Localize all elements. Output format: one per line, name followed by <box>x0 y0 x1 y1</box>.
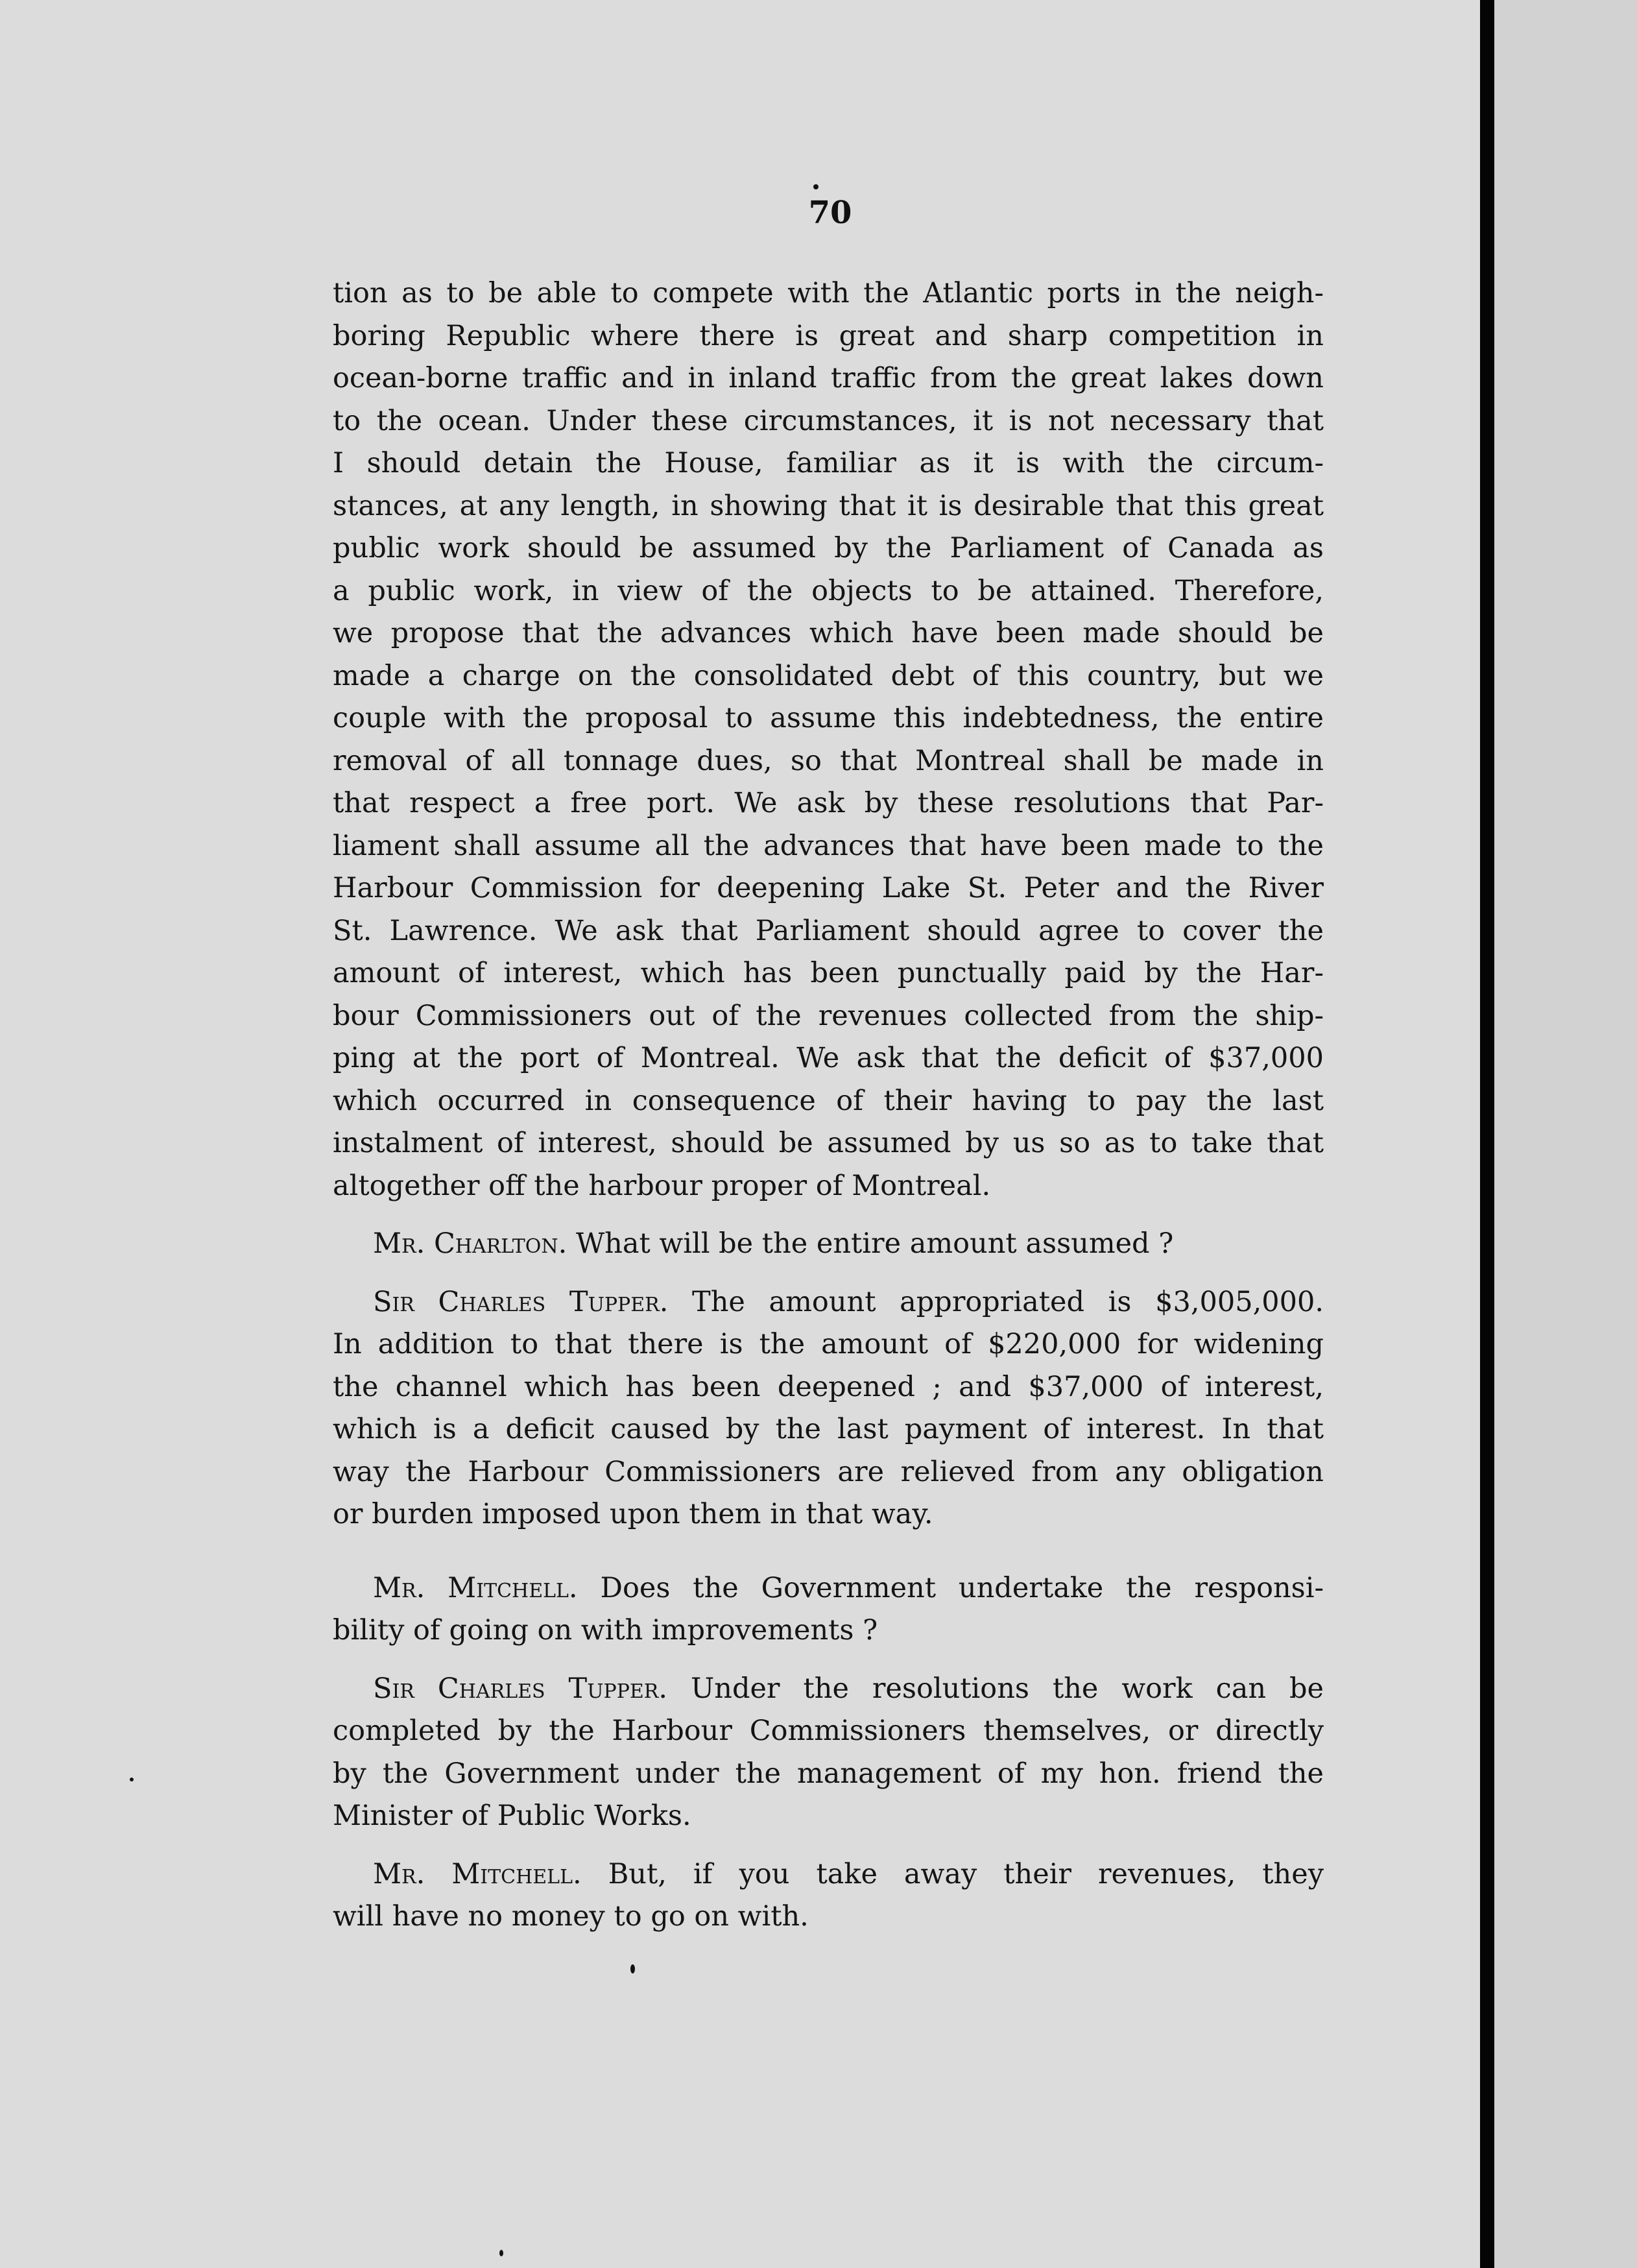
text-line: In addition to that there is the amount of $220,000 for widening <box>333 1328 1324 1360</box>
text-line: way the Harbour Commissioners are relieved from any obligation <box>333 1455 1324 1488</box>
text-line: a public work, in view of the objects to be attained. Therefore, <box>333 574 1324 607</box>
speaker-name: Mr. Mitchell. <box>373 1571 578 1604</box>
scan-speck <box>813 184 818 189</box>
text-line <box>333 1853 1324 1896</box>
text-line: amount of interest, which has been punctually paid by the Har- <box>333 957 1324 989</box>
speaker-name: Sir Charles Tupper. <box>373 1672 668 1705</box>
page-number: 70 <box>808 195 852 231</box>
text-line: which occurred in consequence of their having to pay the last <box>333 1084 1324 1117</box>
scan-speck <box>499 2250 503 2256</box>
text-line: Harbour Commission for deepening Lake St. Peter and the River <box>333 872 1324 904</box>
text-line: stances, at any length, in showing that it is desirable that this great <box>333 489 1324 522</box>
text-line: couple with the proposal to assume this indebtedness, the entire <box>333 702 1324 734</box>
speaker-name: Sir Charles Tupper. <box>373 1285 669 1318</box>
speech-paragraph <box>333 1567 1324 1652</box>
speech-text: The amount appropriated is $3,005,000. <box>668 1285 1324 1318</box>
text-line: altogether off the harbour proper of Montreal. <box>333 1169 991 1202</box>
text-line <box>333 1567 1324 1610</box>
text-line: public work should be assumed by the Parliament of Canada as <box>333 532 1324 564</box>
speech-text: But, if you take away their revenues, they <box>581 1857 1324 1890</box>
text-line: will have no money to go on with. <box>333 1900 809 1933</box>
page-gutter <box>1480 0 1494 2268</box>
text-line: St. Lawrence. We ask that Parliament should agree to cover the <box>333 914 1324 947</box>
text-line: Minister of Public Works. <box>333 1800 691 1832</box>
text-line <box>333 1281 1324 1324</box>
speech-text: Does the Government undertake the responsi- <box>577 1571 1324 1604</box>
scan-speck <box>630 1964 635 1973</box>
text-line: the channel which has been deepened ; and $37,000 of interest, <box>333 1370 1324 1403</box>
paragraph <box>333 272 1324 1207</box>
text-line: I should detain the House, familiar as it is with the circum- <box>333 447 1324 479</box>
text-line: bour Commissioners out of the revenues collected from the ship- <box>333 999 1324 1032</box>
speech-paragraph <box>333 1853 1324 1938</box>
text-line: liament shall assume all the advances that have been made to the <box>333 829 1324 862</box>
text-line: completed by the Harbour Commissioners themselves, or directly <box>333 1715 1324 1747</box>
speaker-name: Mr. Charlton. <box>373 1227 568 1260</box>
speech-paragraph <box>333 1668 1324 1838</box>
text-line: by the Government under the management of my hon. friend the <box>333 1757 1324 1790</box>
text-line: tion as to be able to compete with the Atlantic ports in the neigh- <box>333 277 1324 309</box>
body-text <box>333 272 1324 1938</box>
speech-paragraph <box>333 1223 1324 1266</box>
text-line: ocean-borne traffic and in inland traffic from the great lakes down <box>333 362 1324 394</box>
text-line: bility of going on with improvements ? <box>333 1614 878 1647</box>
scan-speck <box>130 1778 134 1781</box>
text-line <box>333 1668 1324 1711</box>
adjacent-page-edge <box>1494 0 1637 2268</box>
text-line: removal of all tonnage dues, so that Montreal shall be made in <box>333 744 1324 777</box>
speech-text: What will be the entire amount assumed ? <box>567 1227 1174 1260</box>
text-line: ping at the port of Montreal. We ask that the deficit of $37,000 <box>333 1042 1324 1074</box>
text-line <box>333 1223 1324 1266</box>
text-line: which is a deficit caused by the last payment of interest. In that <box>333 1413 1324 1445</box>
speech-text: Under the resolutions the work can be <box>667 1672 1324 1705</box>
text-line: or burden imposed upon them in that way. <box>333 1498 933 1530</box>
text-line: boring Republic where there is great and sharp competition in <box>333 319 1324 352</box>
speaker-name: Mr. Mitchell. <box>373 1857 582 1890</box>
text-line: instalment of interest, should be assumed by us so as to take that <box>333 1127 1324 1159</box>
text-line: we propose that the advances which have been made should be <box>333 617 1324 649</box>
text-line: to the ocean. Under these circumstances, it is not necessary that <box>333 404 1324 437</box>
text-line: that respect a free port. We ask by these resolutions that Par- <box>333 787 1324 819</box>
speech-paragraph <box>333 1281 1324 1536</box>
text-line: made a charge on the consolidated debt of this country, but we <box>333 659 1324 692</box>
